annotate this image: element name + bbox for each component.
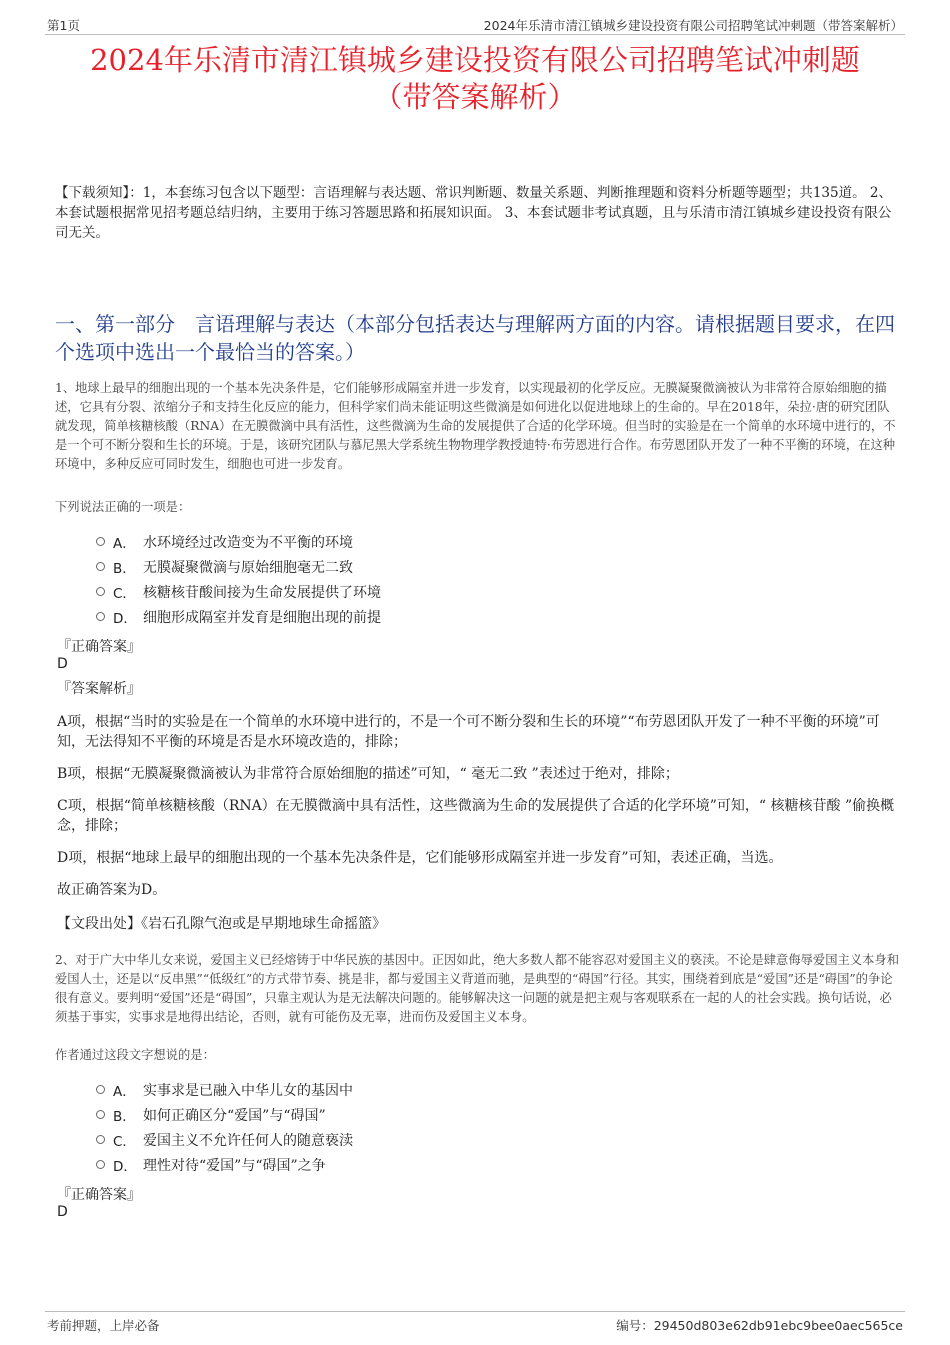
analysis-c: C项，根据“简单核糖核酸（RNA）在无膜微滴中具有活性，这些微滴为生命的发展提供了合适的化学环境”可知，“ 核糖核苷酸 ”偷换概念，排除； <box>57 798 895 834</box>
radio-icon[interactable] <box>96 1110 105 1119</box>
document-title <box>40 42 910 116</box>
question-1-analysis-label: 『答案解析』 <box>57 681 141 697</box>
analysis-b: B项，根据“无膜凝聚微滴被认为非常符合原始细胞的描述”可知，“ 毫无二致 ”表述过于绝对，排除； <box>57 766 679 782</box>
question-1-option-b[interactable]: B． 无膜凝聚微滴与原始细胞毫无二致 <box>96 554 381 579</box>
question-1-option-a[interactable]: A． 水环境经过改造变为不平衡的环境 <box>96 529 381 554</box>
radio-icon[interactable] <box>96 1160 105 1169</box>
question-1-prompt: 下列说法正确的一项是： <box>55 500 191 514</box>
radio-icon[interactable] <box>96 537 105 546</box>
radio-icon[interactable] <box>96 562 105 571</box>
question-2-option-a[interactable]: A． 实事求是已融入中华儿女的基因中 <box>96 1077 353 1102</box>
question-1-option-d[interactable]: D． 细胞形成隔室并发育是细胞出现的前提 <box>96 604 381 629</box>
question-1-answer: D <box>57 656 68 672</box>
question-2-option-d[interactable]: D． 理性对待“爱国”与“碍国”之争 <box>96 1152 353 1177</box>
footer-serial: 编号：29450d803e62db91ebc9bee0aec565ce <box>616 1318 903 1333</box>
question-2-option-b[interactable]: B． 如何正确区分“爱国”与“碍国” <box>96 1102 353 1127</box>
title-line-2: （带答案解析） <box>373 80 577 114</box>
radio-icon[interactable] <box>96 587 105 596</box>
question-1-source: 【文段出处】《岩石孔隙气泡或是早期地球生命摇篮》 <box>57 916 386 932</box>
question-2-option-c[interactable]: C． 爱国主义不允许任何人的随意亵渎 <box>96 1127 353 1152</box>
question-2-options <box>96 1077 353 1177</box>
section-heading: 一、第一部分 言语理解与表达（本部分包括表达与理解两方面的内容。请根据题目要求，在四个选项中选出一个最恰当的答案。） <box>55 312 895 364</box>
analysis-d: D项，根据“地球上最早的细胞出现的一个基本先决条件是，它们能够形成隔室并进一步发育”可知，表述正确，当选。 <box>57 850 783 866</box>
question-1-answer-label: 『正确答案』 <box>57 639 141 655</box>
question-1-text: 1、地球上最早的细胞出现的一个基本先决条件是，它们能够形成隔室并进一步发育，以实现最初的化学反应。无膜凝聚微滴被认为非常符合原始细胞的描述，它具有分裂、浓缩分子和支持生化反应的能力，但科学家们尚未能证明这些微滴是如何进化以促进地球上的生命的。早在2018年，朵拉·唐的研究团队就发现，简单核糖核酸（RNA）在无膜微滴中具有活性，这些微滴为生命的发展提供了合适的化学环境。但当时的实验是在一个简单的水环境中进行的，不是一个可不断分裂和生长的环境。于是，该研究团队与慕尼黑大学系统生物物理学教授迪特·布劳恩进行合作。布劳恩团队开发了一种不平衡的环境，在这种环境中，多种反应可同时发生，细胞也可进一步发育。 <box>55 381 896 471</box>
page-number: 第1页 <box>47 18 80 33</box>
footer-slogan: 考前押题，上岸必备 <box>47 1318 160 1333</box>
download-notice: 【下载须知】：1，本套练习包含以下题型：言语理解与表达题、常识判断题、数量关系题、判断推理题和资料分析题等题型；共135道。 2、本套试题根据常见招考题总结归纳，主要用于练习答题思路和拓展知识面。 3、本套试题非考试真题，且与乐清市清江镇城乡建设投资有限公司无关。 <box>55 185 892 241</box>
question-2-prompt: 作者通过这段文字想说的是： <box>55 1048 215 1062</box>
question-1-options <box>96 529 381 629</box>
analysis-a: A项，根据“当时的实验是在一个简单的水环境中进行的，不是一个可不断分裂和生长的环境”“布劳恩团队开发了一种不平衡的环境”可知，无法得知不平衡的环境是否是水环境改造的，排除； <box>57 714 880 750</box>
question-2-answer: D <box>57 1204 68 1220</box>
page-header <box>45 14 905 35</box>
analysis-conclusion: 故正确答案为D。 <box>57 882 167 898</box>
header-doc-title: 2024年乐清市清江镇城乡建设投资有限公司招聘笔试冲刺题（带答案解析） <box>483 18 903 33</box>
radio-icon[interactable] <box>96 1085 105 1094</box>
radio-icon[interactable] <box>96 1135 105 1144</box>
question-2-answer-label: 『正确答案』 <box>57 1187 141 1203</box>
question-2-text: 2、对于广大中华儿女来说，爱国主义已经熔铸于中华民族的基因中。正因如此，绝大多数人都不能容忍对爱国主义的亵渎。不论是肆意侮辱爱国主义本身和爱国人士，还是以“反串黑”“低级红”的方式带节奏、挑是非，都与爱国主义背道而驰，是典型的“碍国”行径。其实，围绕着到底是“爱国”还是“碍国”的争论很有意义。要判明“爱国”还是“碍国”，只靠主观认为是无法解决问题的。能够解决这一问题的就是把主观与客观联系在一起的人的社会实践。换句话说，必须基于事实，实事求是地得出结论，否则，就有可能伤及无辜，进而伤及爱国主义本身。 <box>55 953 900 1024</box>
title-line-1: 2024年乐清市清江镇城乡建设投资有限公司招聘笔试冲刺题 <box>90 43 860 77</box>
radio-icon[interactable] <box>96 612 105 621</box>
page-footer <box>45 1311 905 1334</box>
question-1-option-c[interactable]: C． 核糖核苷酸间接为生命发展提供了环境 <box>96 579 381 604</box>
